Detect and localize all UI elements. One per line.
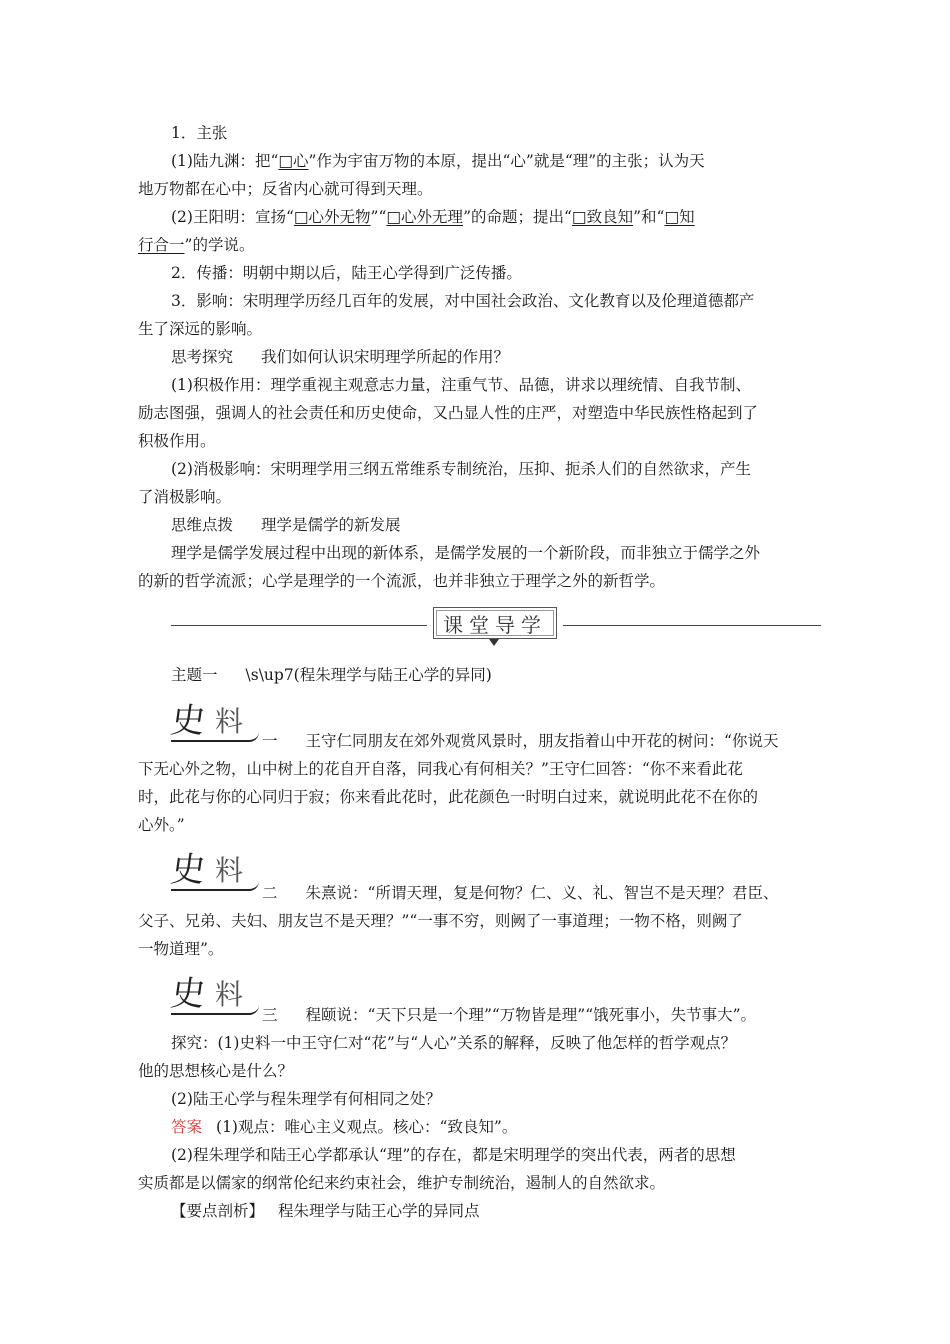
fill-blank: □致良知	[571, 208, 634, 226]
paragraph-wang-yangming: (2)王阳明：宣扬“□心外无物”“□心外无理”的命题；提出“□致良知”和“□知	[171, 208, 695, 226]
key-analysis-heading: 【要点剖析】 程朱理学与陆王心学的异同点	[171, 1202, 480, 1220]
paragraph-line: 下无心外之物，山中树上的花自开自落，同我心有何相关？”王守仁回答：“你不来看此花	[138, 760, 743, 778]
answer-2: (2)程朱理学和陆王心学都承认“理”的存在，都是宋明理学的突出代表，两者的思想	[171, 1146, 736, 1164]
think-explore-heading: 思考探究 我们如何认识宋明理学所起的作用？	[171, 348, 510, 366]
banner-rule-right	[563, 625, 821, 626]
banner-arrow-icon	[489, 639, 499, 646]
fill-blank: 行合一	[138, 236, 185, 254]
explore-question-2: (2)陆王心学与程朱理学有何相同之处？	[171, 1090, 441, 1108]
paragraph-negative: (2)消极影响：宋明理学用三纲五常维系专制统治，压抑、扼杀人们的自然欲求，产生	[171, 460, 751, 478]
paragraph-line: 一物道理”。	[138, 940, 224, 958]
section-banner	[171, 601, 821, 651]
answer-1: 答案 (1)观点：唯心主义观点。核心：“致良知”。	[171, 1118, 518, 1136]
explore-question-1: 探究：(1)史料一中王守仁对“花”与“人心”关系的解释，反映了他怎样的哲学观点？	[171, 1034, 737, 1052]
paragraph-line: 积极作用。	[138, 432, 216, 450]
thinking-tip-heading: 思维点拨 理学是儒学的新发展	[171, 516, 401, 534]
paragraph-line: 心外。”	[138, 816, 185, 834]
paragraph-line: 行合一”的学说。	[138, 236, 255, 254]
heading-propositions: 1．主张	[171, 124, 228, 142]
source-1-first-line: 一 王守仁同朋友在郊外观赏风景时，朋友指着山中开花的树问：“你说天	[262, 732, 779, 750]
paragraph-line: 生了深远的影响。	[138, 320, 263, 338]
answer-label: 答案	[171, 1118, 203, 1136]
historical-source-icon: 史 料	[171, 967, 259, 1015]
source-3-first-line: 三 程颐说：“天下只是一个理”“万物皆是理”“饿死事小，失节事大”。	[262, 1006, 757, 1024]
paragraph-line: 的新的哲学流派；心学是理学的一个流派，也并非独立于理学之外的新哲学。	[138, 572, 666, 590]
paragraph-line: 时，此花与你的心同归于寂；你来看此花时，此花颜色一时明白过来，就说明此花不在你的	[138, 788, 759, 806]
fill-blank: □心外无理	[386, 208, 464, 226]
fill-blank: □心外无物	[293, 208, 371, 226]
source-2-first-line: 二 朱熹说：“所谓天理，复是何物？仁、义、礼、智岂不是天理？君臣、	[262, 884, 779, 902]
historical-source-icon: 史 料	[171, 843, 259, 891]
paragraph-line: 实质都是以儒家的纲常伦纪来约束社会，维护专制统治，遏制人的自然欲求。	[138, 1174, 666, 1192]
paragraph-line: 他的思想核心是什么？	[138, 1062, 294, 1080]
historical-source-icon: 史 料	[171, 694, 259, 742]
banner-rule-left	[171, 625, 427, 626]
paragraph-positive: (1)积极作用：理学重视主观意志力量，注重气节、品德，讲求以理统情、自我节制、	[171, 376, 751, 394]
paragraph-line: 励志图强，强调人的社会责任和历史使命，又凸显人性的庄严，对塑造中华民族性格起到了	[138, 404, 759, 422]
paragraph-line: 地万物都在心中；反省内心就可得到天理。	[138, 180, 433, 198]
fill-blank: □知	[664, 208, 695, 226]
paragraph-tip: 理学是儒学发展过程中出现的新体系，是儒学发展的一个新阶段，而非独立于儒学之外	[171, 544, 761, 562]
topic-heading: 主题一 \s\up7(程朱理学与陆王心学的异同)	[171, 666, 492, 684]
fill-blank: □心	[278, 152, 309, 170]
paragraph-spread: 2．传播：明朝中期以后，陆王心学得到广泛传播。	[171, 264, 522, 282]
paragraph-line: 父子、兄弟、夫妇、朋友岂不是天理？”“一事不穷，则阙了一事道理；一物不格，则阙了	[138, 912, 743, 930]
paragraph-line: 了消极影响。	[138, 488, 232, 506]
paragraph-influence: 3．影响：宋明理学历经几百年的发展，对中国社会政治、文化教育以及伦理道德都产	[171, 292, 755, 310]
banner-title: 课堂导学	[433, 607, 557, 639]
paragraph-lu-jiuyuan: (1)陆九渊：把“□心”作为宇宙万物的本原，提出“心”就是“理”的主张；认为天	[171, 152, 705, 170]
